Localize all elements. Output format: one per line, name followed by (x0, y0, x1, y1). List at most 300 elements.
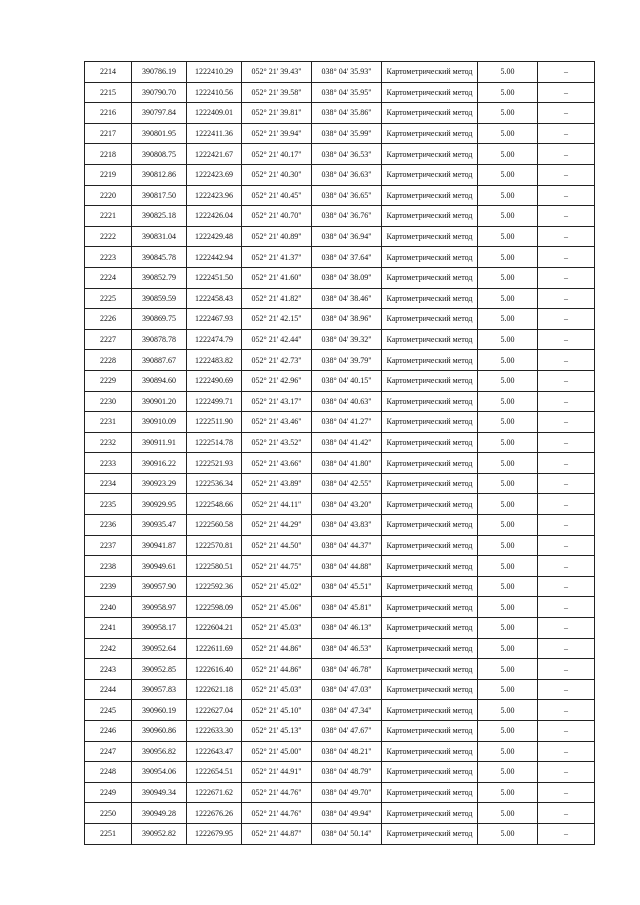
accuracy-cell: 5.00 (478, 288, 538, 309)
longitude-cell: 038° 04' 47.34" (312, 700, 382, 721)
longitude-cell: 038° 04' 47.03" (312, 679, 382, 700)
method-cell: Картометрический метод (382, 391, 478, 412)
latitude-cell: 052° 21' 40.70" (242, 206, 312, 227)
note-cell: – (538, 494, 595, 515)
note-cell: – (538, 535, 595, 556)
latitude-cell: 052° 21' 44.87" (242, 823, 312, 844)
y-coordinate-cell: 1222604.21 (187, 618, 242, 639)
accuracy-cell: 5.00 (478, 782, 538, 803)
latitude-cell: 052° 21' 44.76" (242, 803, 312, 824)
x-coordinate-cell: 390859.59 (132, 288, 187, 309)
note-cell: – (538, 309, 595, 330)
point-number-cell: 2238 (85, 556, 132, 577)
latitude-cell: 052° 21' 44.86" (242, 638, 312, 659)
method-cell: Картометрический метод (382, 329, 478, 350)
longitude-cell: 038° 04' 46.78" (312, 659, 382, 680)
longitude-cell: 038° 04' 38.96" (312, 309, 382, 330)
method-cell: Картометрический метод (382, 288, 478, 309)
y-coordinate-cell: 1222409.01 (187, 103, 242, 124)
table-row (85, 638, 595, 659)
table-row (85, 391, 595, 412)
longitude-cell: 038° 04' 39.32" (312, 329, 382, 350)
x-coordinate-cell: 390831.04 (132, 226, 187, 247)
accuracy-cell: 5.00 (478, 206, 538, 227)
accuracy-cell: 5.00 (478, 103, 538, 124)
y-coordinate-cell: 1222490.69 (187, 370, 242, 391)
table-row (85, 741, 595, 762)
method-cell: Картометрический метод (382, 823, 478, 844)
x-coordinate-cell: 390960.19 (132, 700, 187, 721)
longitude-cell: 038° 04' 46.13" (312, 618, 382, 639)
note-cell: – (538, 659, 595, 680)
point-number-cell: 2247 (85, 741, 132, 762)
longitude-cell: 038° 04' 35.99" (312, 123, 382, 144)
note-cell: – (538, 370, 595, 391)
x-coordinate-cell: 390910.09 (132, 412, 187, 433)
point-number-cell: 2234 (85, 473, 132, 494)
accuracy-cell: 5.00 (478, 473, 538, 494)
x-coordinate-cell: 390949.34 (132, 782, 187, 803)
point-number-cell: 2233 (85, 453, 132, 474)
method-cell: Картометрический метод (382, 309, 478, 330)
table-row (85, 432, 595, 453)
x-coordinate-cell: 390801.95 (132, 123, 187, 144)
table-row (85, 82, 595, 103)
point-number-cell: 2226 (85, 309, 132, 330)
x-coordinate-cell: 390887.67 (132, 350, 187, 371)
table-row (85, 762, 595, 783)
note-cell: – (538, 432, 595, 453)
accuracy-cell: 5.00 (478, 164, 538, 185)
y-coordinate-cell: 1222451.50 (187, 267, 242, 288)
point-number-cell: 2227 (85, 329, 132, 350)
point-number-cell: 2221 (85, 206, 132, 227)
longitude-cell: 038° 04' 37.64" (312, 247, 382, 268)
longitude-cell: 038° 04' 50.14" (312, 823, 382, 844)
point-number-cell: 2246 (85, 721, 132, 742)
y-coordinate-cell: 1222671.62 (187, 782, 242, 803)
table-row (85, 412, 595, 433)
x-coordinate-cell: 390949.28 (132, 803, 187, 824)
note-cell: – (538, 62, 595, 83)
longitude-cell: 038° 04' 41.27" (312, 412, 382, 433)
accuracy-cell: 5.00 (478, 329, 538, 350)
x-coordinate-cell: 390825.18 (132, 206, 187, 227)
note-cell: – (538, 123, 595, 144)
note-cell: – (538, 103, 595, 124)
x-coordinate-cell: 390958.17 (132, 618, 187, 639)
latitude-cell: 052° 21' 45.06" (242, 597, 312, 618)
note-cell: – (538, 721, 595, 742)
y-coordinate-cell: 1222474.79 (187, 329, 242, 350)
x-coordinate-cell: 390960.86 (132, 721, 187, 742)
table-row (85, 556, 595, 577)
point-number-cell: 2219 (85, 164, 132, 185)
note-cell: – (538, 556, 595, 577)
note-cell: – (538, 288, 595, 309)
longitude-cell: 038° 04' 49.70" (312, 782, 382, 803)
longitude-cell: 038° 04' 44.37" (312, 535, 382, 556)
note-cell: – (538, 618, 595, 639)
latitude-cell: 052° 21' 45.02" (242, 576, 312, 597)
longitude-cell: 038° 04' 49.94" (312, 803, 382, 824)
point-number-cell: 2231 (85, 412, 132, 433)
x-coordinate-cell: 390956.82 (132, 741, 187, 762)
table-row (85, 103, 595, 124)
coordinates-table (84, 61, 595, 845)
method-cell: Картометрический метод (382, 432, 478, 453)
point-number-cell: 2217 (85, 123, 132, 144)
note-cell: – (538, 803, 595, 824)
method-cell: Картометрический метод (382, 412, 478, 433)
accuracy-cell: 5.00 (478, 515, 538, 536)
y-coordinate-cell: 1222511.90 (187, 412, 242, 433)
latitude-cell: 052° 21' 43.89" (242, 473, 312, 494)
method-cell: Картометрический метод (382, 62, 478, 83)
accuracy-cell: 5.00 (478, 494, 538, 515)
accuracy-cell: 5.00 (478, 432, 538, 453)
note-cell: – (538, 700, 595, 721)
point-number-cell: 2251 (85, 823, 132, 844)
latitude-cell: 052° 21' 40.17" (242, 144, 312, 165)
table-row (85, 350, 595, 371)
table-row (85, 370, 595, 391)
method-cell: Картометрический метод (382, 535, 478, 556)
x-coordinate-cell: 390878.78 (132, 329, 187, 350)
table-row (85, 309, 595, 330)
y-coordinate-cell: 1222560.58 (187, 515, 242, 536)
y-coordinate-cell: 1222514.78 (187, 432, 242, 453)
y-coordinate-cell: 1222621.18 (187, 679, 242, 700)
latitude-cell: 052° 21' 43.17" (242, 391, 312, 412)
point-number-cell: 2220 (85, 185, 132, 206)
method-cell: Картометрический метод (382, 103, 478, 124)
y-coordinate-cell: 1222536.34 (187, 473, 242, 494)
latitude-cell: 052° 21' 43.66" (242, 453, 312, 474)
latitude-cell: 052° 21' 44.76" (242, 782, 312, 803)
y-coordinate-cell: 1222429.48 (187, 226, 242, 247)
x-coordinate-cell: 390952.85 (132, 659, 187, 680)
method-cell: Картометрический метод (382, 597, 478, 618)
note-cell: – (538, 329, 595, 350)
longitude-cell: 038° 04' 42.55" (312, 473, 382, 494)
x-coordinate-cell: 390952.64 (132, 638, 187, 659)
y-coordinate-cell: 1222611.69 (187, 638, 242, 659)
point-number-cell: 2240 (85, 597, 132, 618)
method-cell: Картометрический метод (382, 370, 478, 391)
longitude-cell: 038° 04' 36.94" (312, 226, 382, 247)
longitude-cell: 038° 04' 46.53" (312, 638, 382, 659)
method-cell: Картометрический метод (382, 515, 478, 536)
x-coordinate-cell: 390911.91 (132, 432, 187, 453)
y-coordinate-cell: 1222679.95 (187, 823, 242, 844)
y-coordinate-cell: 1222458.43 (187, 288, 242, 309)
note-cell: – (538, 267, 595, 288)
method-cell: Картометрический метод (382, 185, 478, 206)
y-coordinate-cell: 1222499.71 (187, 391, 242, 412)
table-row (85, 515, 595, 536)
note-cell: – (538, 679, 595, 700)
method-cell: Картометрический метод (382, 206, 478, 227)
longitude-cell: 038° 04' 40.63" (312, 391, 382, 412)
y-coordinate-cell: 1222411.36 (187, 123, 242, 144)
note-cell: – (538, 473, 595, 494)
point-number-cell: 2241 (85, 618, 132, 639)
note-cell: – (538, 782, 595, 803)
latitude-cell: 052° 21' 45.13" (242, 721, 312, 742)
longitude-cell: 038° 04' 41.42" (312, 432, 382, 453)
table-row (85, 123, 595, 144)
latitude-cell: 052° 21' 39.81" (242, 103, 312, 124)
longitude-cell: 038° 04' 47.67" (312, 721, 382, 742)
point-number-cell: 2216 (85, 103, 132, 124)
longitude-cell: 038° 04' 43.83" (312, 515, 382, 536)
latitude-cell: 052° 21' 42.15" (242, 309, 312, 330)
note-cell: – (538, 82, 595, 103)
method-cell: Картометрический метод (382, 741, 478, 762)
x-coordinate-cell: 390869.75 (132, 309, 187, 330)
accuracy-cell: 5.00 (478, 556, 538, 577)
y-coordinate-cell: 1222627.04 (187, 700, 242, 721)
method-cell: Картометрический метод (382, 700, 478, 721)
latitude-cell: 052° 21' 45.03" (242, 618, 312, 639)
method-cell: Картометрический метод (382, 803, 478, 824)
table-row (85, 185, 595, 206)
method-cell: Картометрический метод (382, 576, 478, 597)
point-number-cell: 2249 (85, 782, 132, 803)
table-row (85, 288, 595, 309)
point-number-cell: 2237 (85, 535, 132, 556)
method-cell: Картометрический метод (382, 721, 478, 742)
longitude-cell: 038° 04' 36.65" (312, 185, 382, 206)
latitude-cell: 052° 21' 44.50" (242, 535, 312, 556)
table-row (85, 618, 595, 639)
longitude-cell: 038° 04' 40.15" (312, 370, 382, 391)
point-number-cell: 2225 (85, 288, 132, 309)
table-row (85, 453, 595, 474)
longitude-cell: 038° 04' 38.09" (312, 267, 382, 288)
y-coordinate-cell: 1222616.40 (187, 659, 242, 680)
accuracy-cell: 5.00 (478, 576, 538, 597)
longitude-cell: 038° 04' 35.86" (312, 103, 382, 124)
accuracy-cell: 5.00 (478, 123, 538, 144)
latitude-cell: 052° 21' 41.60" (242, 267, 312, 288)
latitude-cell: 052° 21' 39.94" (242, 123, 312, 144)
y-coordinate-cell: 1222467.93 (187, 309, 242, 330)
table-row (85, 659, 595, 680)
x-coordinate-cell: 390952.82 (132, 823, 187, 844)
x-coordinate-cell: 390929.95 (132, 494, 187, 515)
latitude-cell: 052° 21' 39.43" (242, 62, 312, 83)
table-row (85, 679, 595, 700)
note-cell: – (538, 350, 595, 371)
note-cell: – (538, 453, 595, 474)
method-cell: Картометрический метод (382, 618, 478, 639)
y-coordinate-cell: 1222643.47 (187, 741, 242, 762)
latitude-cell: 052° 21' 43.52" (242, 432, 312, 453)
longitude-cell: 038° 04' 41.80" (312, 453, 382, 474)
x-coordinate-cell: 390894.60 (132, 370, 187, 391)
point-number-cell: 2250 (85, 803, 132, 824)
y-coordinate-cell: 1222676.26 (187, 803, 242, 824)
note-cell: – (538, 206, 595, 227)
point-number-cell: 2223 (85, 247, 132, 268)
note-cell: – (538, 597, 595, 618)
y-coordinate-cell: 1222654.51 (187, 762, 242, 783)
y-coordinate-cell: 1222410.29 (187, 62, 242, 83)
y-coordinate-cell: 1222580.51 (187, 556, 242, 577)
accuracy-cell: 5.00 (478, 679, 538, 700)
accuracy-cell: 5.00 (478, 700, 538, 721)
method-cell: Картометрический метод (382, 226, 478, 247)
note-cell: – (538, 391, 595, 412)
accuracy-cell: 5.00 (478, 185, 538, 206)
y-coordinate-cell: 1222410.56 (187, 82, 242, 103)
y-coordinate-cell: 1222633.30 (187, 721, 242, 742)
accuracy-cell: 5.00 (478, 597, 538, 618)
accuracy-cell: 5.00 (478, 823, 538, 844)
note-cell: – (538, 226, 595, 247)
accuracy-cell: 5.00 (478, 741, 538, 762)
accuracy-cell: 5.00 (478, 226, 538, 247)
point-number-cell: 2243 (85, 659, 132, 680)
table-row (85, 267, 595, 288)
table-row (85, 700, 595, 721)
point-number-cell: 2236 (85, 515, 132, 536)
accuracy-cell: 5.00 (478, 721, 538, 742)
x-coordinate-cell: 390845.78 (132, 247, 187, 268)
accuracy-cell: 5.00 (478, 144, 538, 165)
method-cell: Картометрический метод (382, 82, 478, 103)
x-coordinate-cell: 390901.20 (132, 391, 187, 412)
longitude-cell: 038° 04' 38.46" (312, 288, 382, 309)
note-cell: – (538, 576, 595, 597)
table-row (85, 247, 595, 268)
x-coordinate-cell: 390817.50 (132, 185, 187, 206)
y-coordinate-cell: 1222483.82 (187, 350, 242, 371)
longitude-cell: 038° 04' 36.63" (312, 164, 382, 185)
accuracy-cell: 5.00 (478, 247, 538, 268)
point-number-cell: 2239 (85, 576, 132, 597)
method-cell: Картометрический метод (382, 679, 478, 700)
longitude-cell: 038° 04' 36.76" (312, 206, 382, 227)
table-row (85, 823, 595, 844)
accuracy-cell: 5.00 (478, 370, 538, 391)
point-number-cell: 2228 (85, 350, 132, 371)
latitude-cell: 052° 21' 45.10" (242, 700, 312, 721)
table-row (85, 576, 595, 597)
x-coordinate-cell: 390941.87 (132, 535, 187, 556)
longitude-cell: 038° 04' 48.21" (312, 741, 382, 762)
y-coordinate-cell: 1222426.04 (187, 206, 242, 227)
accuracy-cell: 5.00 (478, 82, 538, 103)
method-cell: Картометрический метод (382, 144, 478, 165)
accuracy-cell: 5.00 (478, 659, 538, 680)
note-cell: – (538, 412, 595, 433)
latitude-cell: 052° 21' 39.58" (242, 82, 312, 103)
table-row (85, 473, 595, 494)
longitude-cell: 038° 04' 35.95" (312, 82, 382, 103)
note-cell: – (538, 762, 595, 783)
table-row (85, 206, 595, 227)
x-coordinate-cell: 390916.22 (132, 453, 187, 474)
point-number-cell: 2218 (85, 144, 132, 165)
accuracy-cell: 5.00 (478, 412, 538, 433)
note-cell: – (538, 164, 595, 185)
method-cell: Картометрический метод (382, 267, 478, 288)
x-coordinate-cell: 390949.61 (132, 556, 187, 577)
note-cell: – (538, 515, 595, 536)
point-number-cell: 2229 (85, 370, 132, 391)
latitude-cell: 052° 21' 42.44" (242, 329, 312, 350)
y-coordinate-cell: 1222598.09 (187, 597, 242, 618)
method-cell: Картометрический метод (382, 659, 478, 680)
accuracy-cell: 5.00 (478, 803, 538, 824)
note-cell: – (538, 638, 595, 659)
table-row (85, 494, 595, 515)
method-cell: Картометрический метод (382, 494, 478, 515)
method-cell: Картометрический метод (382, 638, 478, 659)
x-coordinate-cell: 390923.29 (132, 473, 187, 494)
point-number-cell: 2248 (85, 762, 132, 783)
point-number-cell: 2215 (85, 82, 132, 103)
point-number-cell: 2245 (85, 700, 132, 721)
latitude-cell: 052° 21' 44.11" (242, 494, 312, 515)
longitude-cell: 038° 04' 35.93" (312, 62, 382, 83)
accuracy-cell: 5.00 (478, 309, 538, 330)
point-number-cell: 2244 (85, 679, 132, 700)
latitude-cell: 052° 21' 40.30" (242, 164, 312, 185)
table-row (85, 144, 595, 165)
point-number-cell: 2232 (85, 432, 132, 453)
latitude-cell: 052° 21' 42.73" (242, 350, 312, 371)
accuracy-cell: 5.00 (478, 391, 538, 412)
x-coordinate-cell: 390852.79 (132, 267, 187, 288)
y-coordinate-cell: 1222521.93 (187, 453, 242, 474)
longitude-cell: 038° 04' 36.53" (312, 144, 382, 165)
y-coordinate-cell: 1222423.96 (187, 185, 242, 206)
longitude-cell: 038° 04' 39.79" (312, 350, 382, 371)
point-number-cell: 2214 (85, 62, 132, 83)
note-cell: – (538, 185, 595, 206)
method-cell: Картометрический метод (382, 123, 478, 144)
method-cell: Картометрический метод (382, 247, 478, 268)
y-coordinate-cell: 1222592.36 (187, 576, 242, 597)
method-cell: Картометрический метод (382, 473, 478, 494)
y-coordinate-cell: 1222423.69 (187, 164, 242, 185)
y-coordinate-cell: 1222548.66 (187, 494, 242, 515)
latitude-cell: 052° 21' 40.45" (242, 185, 312, 206)
longitude-cell: 038° 04' 45.81" (312, 597, 382, 618)
latitude-cell: 052° 21' 44.91" (242, 762, 312, 783)
accuracy-cell: 5.00 (478, 350, 538, 371)
method-cell: Картометрический метод (382, 453, 478, 474)
table-row (85, 535, 595, 556)
longitude-cell: 038° 04' 44.88" (312, 556, 382, 577)
point-number-cell: 2222 (85, 226, 132, 247)
point-number-cell: 2224 (85, 267, 132, 288)
table-row (85, 62, 595, 83)
y-coordinate-cell: 1222421.67 (187, 144, 242, 165)
x-coordinate-cell: 390957.90 (132, 576, 187, 597)
point-number-cell: 2230 (85, 391, 132, 412)
latitude-cell: 052° 21' 43.46" (242, 412, 312, 433)
longitude-cell: 038° 04' 48.79" (312, 762, 382, 783)
table-row (85, 782, 595, 803)
x-coordinate-cell: 390797.84 (132, 103, 187, 124)
accuracy-cell: 5.00 (478, 618, 538, 639)
accuracy-cell: 5.00 (478, 62, 538, 83)
